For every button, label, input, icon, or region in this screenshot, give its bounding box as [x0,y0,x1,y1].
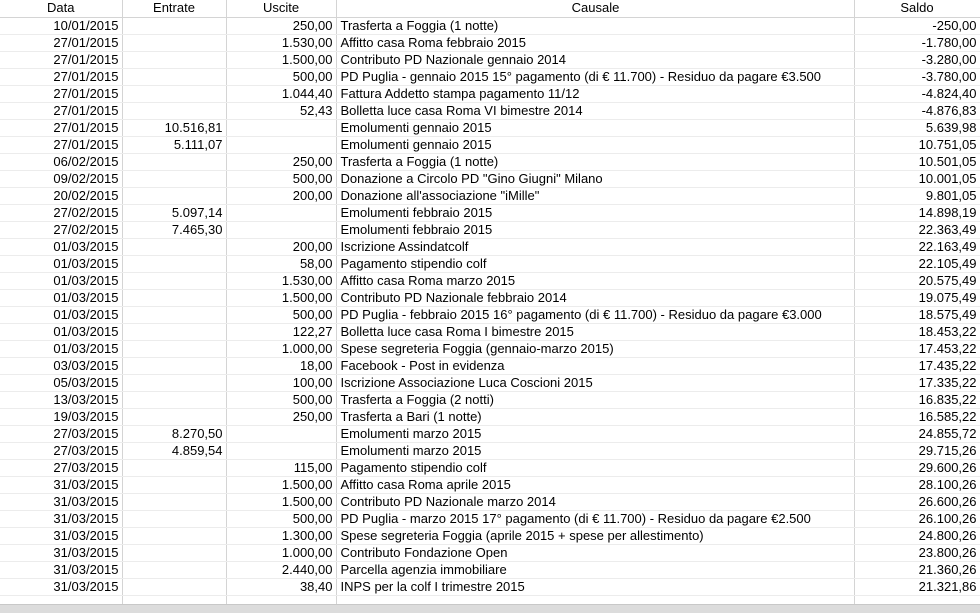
cell-income[interactable] [122,374,226,391]
table-row [0,187,980,204]
cell-balance[interactable]: -1.780,00 [854,34,980,51]
cell-expense[interactable]: 52,43 [226,102,336,119]
cell-income[interactable] [122,476,226,493]
cell-balance[interactable]: 21.321,86 [854,578,980,595]
cell-description[interactable]: Facebook - Post in evidenza [336,357,854,374]
cell-balance[interactable]: 24.855,72 [854,425,980,442]
cell-income[interactable] [122,272,226,289]
cell-balance[interactable]: 26.600,26 [854,493,980,510]
cell-date[interactable]: 20/02/2015 [0,187,122,204]
cell-expense[interactable]: 1.000,00 [226,340,336,357]
cell-balance[interactable]: 28.100,26 [854,476,980,493]
header-date[interactable]: Data [0,0,122,17]
cell-expense[interactable]: 500,00 [226,510,336,527]
cell-income[interactable] [122,102,226,119]
cell-expense[interactable]: 115,00 [226,459,336,476]
cell-date[interactable]: 05/03/2015 [0,374,122,391]
cell-balance[interactable]: 14.898,19 [854,204,980,221]
cell-expense[interactable] [226,204,336,221]
cell-income[interactable] [122,238,226,255]
cell-balance[interactable]: -4.824,40 [854,85,980,102]
cell-date[interactable]: 01/03/2015 [0,340,122,357]
cell-date[interactable]: 31/03/2015 [0,510,122,527]
cell-expense[interactable]: 1.000,00 [226,544,336,561]
cell-date[interactable]: 31/03/2015 [0,578,122,595]
cell-balance[interactable]: 17.453,22 [854,340,980,357]
cell-income[interactable]: 7.465,30 [122,221,226,238]
cell-expense[interactable]: 1.500,00 [226,493,336,510]
table-row [0,510,980,527]
table-row [0,493,980,510]
cell-description[interactable]: Contributo PD Nazionale marzo 2014 [336,493,854,510]
cell-balance[interactable]: 16.585,22 [854,408,980,425]
cell-expense[interactable]: 200,00 [226,187,336,204]
cell-date[interactable]: 27/01/2015 [0,68,122,85]
table-row [0,289,980,306]
cell-description[interactable]: Fattura Addetto stampa pagamento 11/12 [336,85,854,102]
cell-income[interactable] [122,493,226,510]
cell-date[interactable]: 31/03/2015 [0,561,122,578]
cell-expense[interactable]: 2.440,00 [226,561,336,578]
cell-expense[interactable]: 250,00 [226,17,336,34]
cell-balance[interactable]: 22.363,49 [854,221,980,238]
cell-expense[interactable]: 100,00 [226,374,336,391]
cell-date[interactable]: 01/03/2015 [0,289,122,306]
cell-expense[interactable]: 500,00 [226,306,336,323]
cell-expense[interactable]: 1.530,00 [226,34,336,51]
cell-income[interactable] [122,170,226,187]
cell-date[interactable]: 27/02/2015 [0,221,122,238]
cell-date[interactable]: 27/01/2015 [0,102,122,119]
cell-date[interactable]: 27/01/2015 [0,51,122,68]
cell-expense[interactable] [226,442,336,459]
cell-date[interactable]: 31/03/2015 [0,544,122,561]
cell-expense[interactable]: 1.500,00 [226,289,336,306]
cell-date[interactable]: 01/03/2015 [0,255,122,272]
table-row [0,544,980,561]
cell-expense[interactable] [226,425,336,442]
cell-description[interactable]: Emolumenti marzo 2015 [336,425,854,442]
cell-description[interactable]: Emolumenti febbraio 2015 [336,221,854,238]
cell-description[interactable]: Donazione all'associazione "iMille" [336,187,854,204]
cell-description[interactable]: PD Puglia - gennaio 2015 15° pagamento (di € 11.700) - Residuo da pagare €3.500 [336,68,854,85]
cell-balance[interactable]: -250,00 [854,17,980,34]
cell-balance[interactable]: 26.100,26 [854,510,980,527]
cell-balance[interactable]: 22.105,49 [854,255,980,272]
cell-description[interactable]: Emolumenti gennaio 2015 [336,119,854,136]
table-row [0,340,980,357]
cell-expense[interactable]: 500,00 [226,170,336,187]
cell-description[interactable]: Affitto casa Roma aprile 2015 [336,476,854,493]
cell-balance[interactable]: 18.575,49 [854,306,980,323]
cell-expense[interactable]: 18,00 [226,357,336,374]
cell-income[interactable] [122,68,226,85]
cell-description[interactable]: Spese segreteria Foggia (gennaio-marzo 2015) [336,340,854,357]
cell-income[interactable] [122,85,226,102]
cell-date[interactable]: 27/03/2015 [0,425,122,442]
header-income[interactable]: Entrate [122,0,226,17]
cell-income[interactable] [122,187,226,204]
cell-date[interactable]: 01/03/2015 [0,306,122,323]
cell-income[interactable] [122,255,226,272]
cell-date[interactable]: 31/03/2015 [0,527,122,544]
cell-income[interactable] [122,408,226,425]
cell-balance[interactable]: 10.751,05 [854,136,980,153]
cell-expense[interactable] [226,136,336,153]
cell-income[interactable] [122,510,226,527]
cell-balance[interactable]: 29.600,26 [854,459,980,476]
table-row [0,119,980,136]
cell-expense[interactable]: 58,00 [226,255,336,272]
cell-expense[interactable]: 1.044,40 [226,85,336,102]
cell-date[interactable]: 27/01/2015 [0,34,122,51]
cell-balance[interactable]: 10.001,05 [854,170,980,187]
cell-balance[interactable]: -3.280,00 [854,51,980,68]
cell-balance[interactable]: 22.163,49 [854,238,980,255]
cell-description[interactable]: Spese segreteria Foggia (aprile 2015 + spese per allestimento) [336,527,854,544]
cell-date[interactable]: 31/03/2015 [0,476,122,493]
table-row [0,408,980,425]
cell-income[interactable] [122,561,226,578]
cell-income[interactable] [122,544,226,561]
cell-expense[interactable]: 122,27 [226,323,336,340]
cell-income[interactable] [122,306,226,323]
cell-balance[interactable]: 10.501,05 [854,153,980,170]
table-row [0,476,980,493]
cell-date[interactable]: 06/02/2015 [0,153,122,170]
cell-balance[interactable]: 18.453,22 [854,323,980,340]
cell-date[interactable]: 27/02/2015 [0,204,122,221]
table-row [0,221,980,238]
header-description[interactable]: Causale [336,0,854,17]
cell-description[interactable]: Affitto casa Roma febbraio 2015 [336,34,854,51]
table-row [0,238,980,255]
header-expense[interactable]: Uscite [226,0,336,17]
cell-description[interactable]: Iscrizione Assindatcolf [336,238,854,255]
cell-description[interactable]: Bolletta luce casa Roma I bimestre 2015 [336,323,854,340]
table-row [0,51,980,68]
cell-income[interactable]: 5.097,14 [122,204,226,221]
cell-income[interactable]: 5.111,07 [122,136,226,153]
cell-expense[interactable]: 38,40 [226,578,336,595]
table-row [0,442,980,459]
cell-income[interactable] [122,289,226,306]
cell-description[interactable]: Pagamento stipendio colf [336,255,854,272]
cell-balance[interactable]: 16.835,22 [854,391,980,408]
table-row [0,102,980,119]
table-row [0,323,980,340]
cell-description[interactable]: Emolumenti febbraio 2015 [336,204,854,221]
cell-balance[interactable]: 5.639,98 [854,119,980,136]
cell-income[interactable] [122,578,226,595]
table-row [0,374,980,391]
cell-description[interactable]: Emolumenti marzo 2015 [336,442,854,459]
cell-expense[interactable]: 200,00 [226,238,336,255]
table-row [0,34,980,51]
cell-date[interactable]: 31/03/2015 [0,493,122,510]
cell-description[interactable]: Iscrizione Associazione Luca Coscioni 2015 [336,374,854,391]
cell-income[interactable]: 8.270,50 [122,425,226,442]
cell-expense[interactable]: 1.500,00 [226,476,336,493]
cell-date[interactable]: 27/01/2015 [0,85,122,102]
cell-description[interactable]: Contributo Fondazione Open [336,544,854,561]
cell-income[interactable] [122,34,226,51]
cell-description[interactable]: Parcella agenzia immobiliare [336,561,854,578]
cell-description[interactable]: Affitto casa Roma marzo 2015 [336,272,854,289]
cell-balance[interactable]: 24.800,26 [854,527,980,544]
cell-income[interactable] [122,391,226,408]
cell-balance[interactable]: 21.360,26 [854,561,980,578]
table-row [0,17,980,34]
cell-date[interactable]: 27/01/2015 [0,136,122,153]
table-row [0,170,980,187]
cell-balance[interactable]: 19.075,49 [854,289,980,306]
header-balance[interactable]: Saldo [854,0,980,17]
cell-income[interactable] [122,459,226,476]
cell-balance[interactable]: -3.780,00 [854,68,980,85]
table-row [0,391,980,408]
cell-income[interactable]: 10.516,81 [122,119,226,136]
cell-date[interactable]: 10/01/2015 [0,17,122,34]
cell-income[interactable] [122,340,226,357]
cell-description[interactable]: Bolletta luce casa Roma VI bimestre 2014 [336,102,854,119]
cell-description[interactable]: Trasferta a Foggia (1 notte) [336,17,854,34]
cell-date[interactable]: 27/03/2015 [0,459,122,476]
table-row [0,136,980,153]
table-row [0,68,980,85]
cell-expense[interactable]: 250,00 [226,408,336,425]
cell-description[interactable]: PD Puglia - marzo 2015 17° pagamento (di € 11.700) - Residuo da pagare €2.500 [336,510,854,527]
cell-description[interactable]: Trasferta a Bari (1 notte) [336,408,854,425]
cell-expense[interactable]: 250,00 [226,153,336,170]
table-row [0,459,980,476]
cell-date[interactable]: 01/03/2015 [0,323,122,340]
header-row [0,0,980,17]
cell-expense[interactable]: 1.300,00 [226,527,336,544]
table-row [0,85,980,102]
cell-date[interactable]: 01/03/2015 [0,238,122,255]
cell-date[interactable]: 27/03/2015 [0,442,122,459]
cell-date[interactable]: 19/03/2015 [0,408,122,425]
cell-expense[interactable]: 1.500,00 [226,51,336,68]
table-row [0,561,980,578]
cell-balance[interactable]: 17.435,22 [854,357,980,374]
cell-income[interactable] [122,51,226,68]
cell-expense[interactable]: 1.530,00 [226,272,336,289]
cell-income[interactable] [122,357,226,374]
cell-income[interactable]: 4.859,54 [122,442,226,459]
cell-date[interactable]: 27/01/2015 [0,119,122,136]
cell-expense[interactable] [226,221,336,238]
table-body [0,17,980,612]
cell-balance[interactable]: 17.335,22 [854,374,980,391]
table-row [0,578,980,595]
cell-description[interactable]: Contributo PD Nazionale febbraio 2014 [336,289,854,306]
table-row [0,306,980,323]
cell-description[interactable]: Emolumenti gennaio 2015 [336,136,854,153]
cell-income[interactable] [122,153,226,170]
table-row [0,527,980,544]
cell-balance[interactable]: 29.715,26 [854,442,980,459]
table-row [0,204,980,221]
cell-description[interactable]: Pagamento stipendio colf [336,459,854,476]
cell-balance[interactable]: -4.876,83 [854,102,980,119]
table-row [0,357,980,374]
table-row [0,272,980,289]
table-row [0,425,980,442]
cell-description[interactable]: Trasferta a Foggia (2 notti) [336,391,854,408]
cell-income[interactable] [122,17,226,34]
cell-income[interactable] [122,323,226,340]
cell-date[interactable]: 03/03/2015 [0,357,122,374]
cell-expense[interactable]: 500,00 [226,391,336,408]
cell-description[interactable]: Donazione a Circolo PD "Gino Giugni" Milano [336,170,854,187]
cell-expense[interactable]: 500,00 [226,68,336,85]
cell-description[interactable]: Trasferta a Foggia (1 notte) [336,153,854,170]
cell-date[interactable]: 01/03/2015 [0,272,122,289]
table-row [0,153,980,170]
cell-balance[interactable]: 20.575,49 [854,272,980,289]
cell-expense[interactable] [226,119,336,136]
cell-balance[interactable]: 9.801,05 [854,187,980,204]
cell-date[interactable]: 13/03/2015 [0,391,122,408]
cell-description[interactable]: PD Puglia - febbraio 2015 16° pagamento (di € 11.700) - Residuo da pagare €3.000 [336,306,854,323]
cell-balance[interactable]: 23.800,26 [854,544,980,561]
cell-date[interactable]: 09/02/2015 [0,170,122,187]
table-row [0,255,980,272]
cell-description[interactable]: INPS per la colf I trimestre 2015 [336,578,854,595]
cell-income[interactable] [122,527,226,544]
cell-description[interactable]: Contributo PD Nazionale gennaio 2014 [336,51,854,68]
